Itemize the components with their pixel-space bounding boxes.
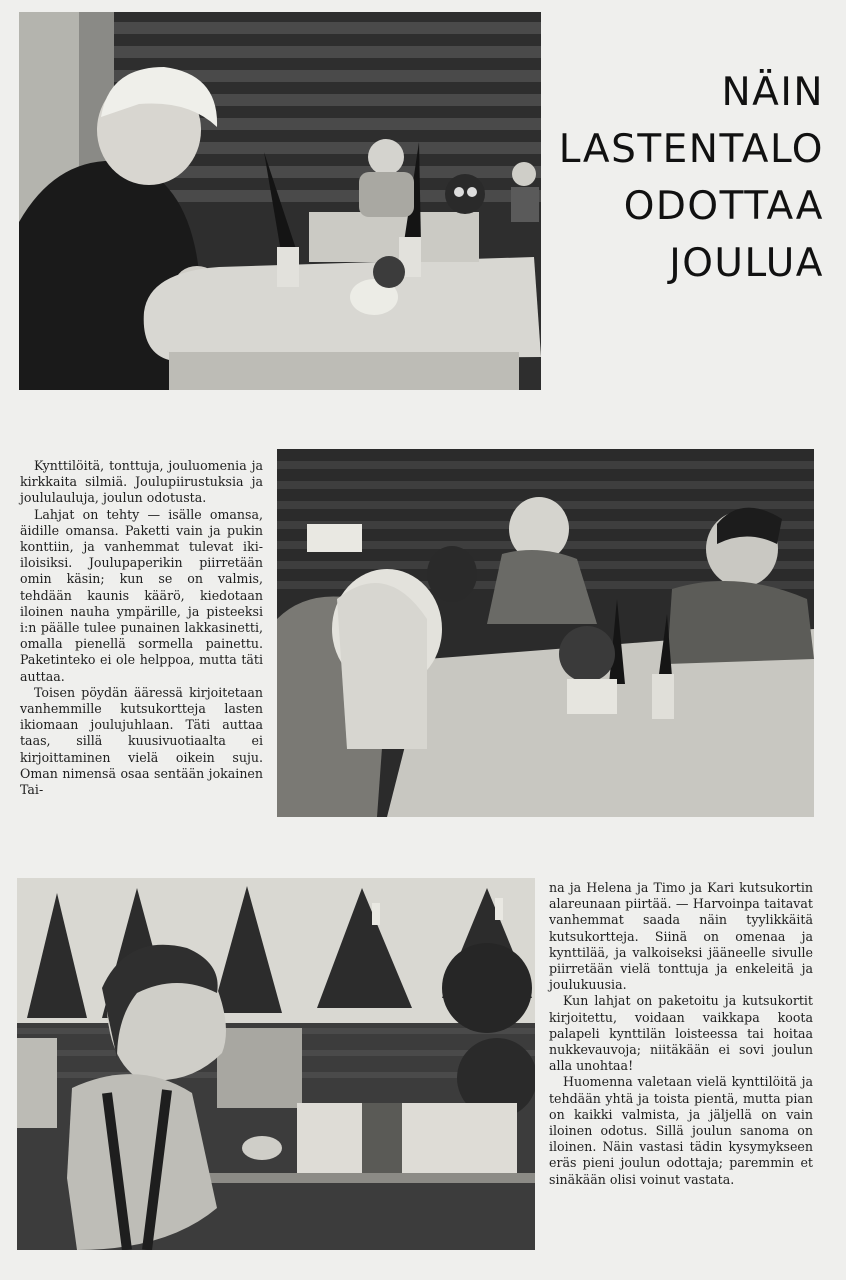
headline-line: LASTENTALO	[558, 127, 824, 172]
headline-line: NÄIN	[721, 70, 824, 115]
article-headline	[534, 64, 824, 292]
photo-boy-at-table	[19, 12, 541, 390]
photo-girl-with-cards	[17, 878, 535, 1250]
paragraph: Kynttilöitä, tonttuja, jouluomenia ja kirkkaita silmiä. Joulupiirustuksia ja joululauluja, joulun odotusta.	[20, 458, 263, 506]
paragraph: na ja Helena ja Timo ja Kari kutsukortin alareunaan piirtää. — Harvoinpa taitavat vanhemmat saada näin tyylikkäitä kutsukortteja. Siinä on omenaa ja kynttilää, ja valkoiseksi jääneelle sivulle piirretään vielä tonttuja ja enkeleitä ja joulukuusia.	[549, 880, 813, 993]
paragraph: Kun lahjat on paketoitu ja kutsukortit kirjoitettu, voidaan vaikkapa koota palapeli kynttilän loisteessa tai hoitaa nukkevauvoja; niitäkään ei sovi joulun alla unohtaa!	[549, 993, 813, 1074]
paragraph: Lahjat on tehty — isälle omansa, äidille omansa. Paketti vain ja pukin konttiin, ja vanhemmat tulevat iki-iloisiksi. Joulupaperikin piirretään omin käsin; kun se on valmis, tehdään kaunis käärö, kiedotaan iloinen nauha ympärille, ja pisteeksi i:n päälle tulee punainen lakkasinetti, omalla pienellä sormella painettu. Paketinteko ei ole helppoa, mutta täti auttaa.	[20, 506, 263, 684]
article-column-right	[549, 880, 813, 1188]
headline-line: JOULUA	[669, 241, 824, 286]
headline-line: ODOTTAA	[623, 184, 824, 229]
article-column-left	[20, 458, 263, 798]
photo-children-at-table	[277, 449, 814, 817]
paragraph: Toisen pöydän ääressä kirjoitetaan vanhemmille kutsukortteja lasten ikiomaan joulujuhlaan. Täti auttaa taas, sillä kuusivuotiaalta ei kirjoittaminen vielä oikein suju. Oman nimensä osaa sentään jokainen Tai-	[20, 684, 263, 798]
paragraph: Huomenna valetaan vielä kynttilöitä ja tehdään yhtä ja toista pientä, mutta pian on kaikki valmista, ja jäljellä on vain iloinen odotus. Sillä joulun sanoma on iloinen. Näin vastasi tädin kysymykseen eräs pieni joulun odottaja; paremmin et sinäkään olisi voinut vastata.	[549, 1074, 813, 1187]
